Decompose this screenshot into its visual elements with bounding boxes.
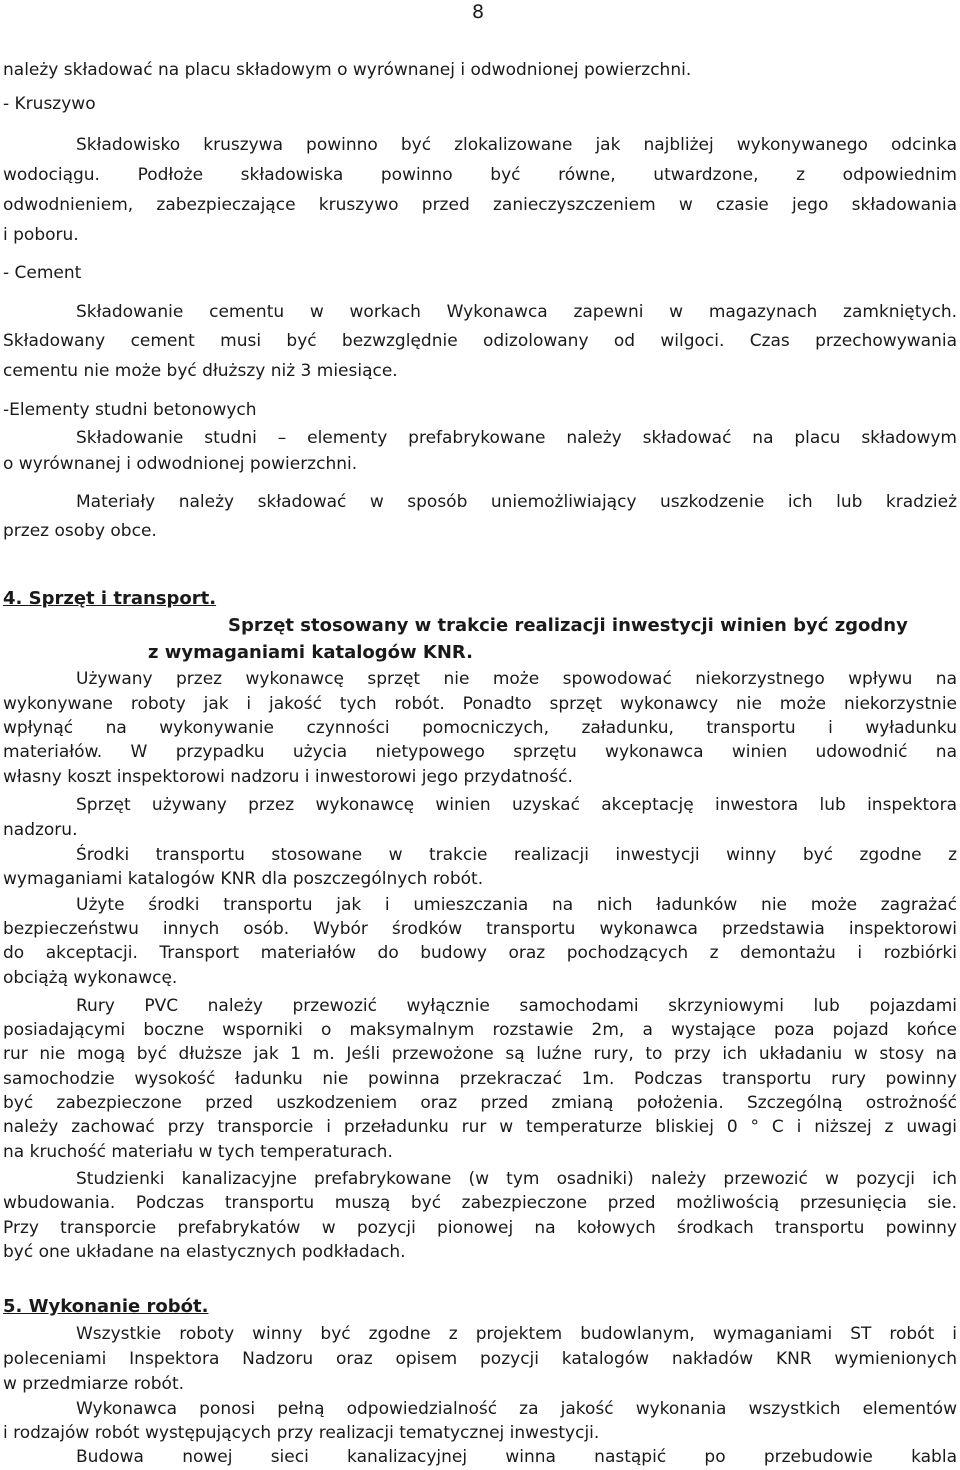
text-line: rur nie mogą być dłuższe jak 1 m. Jeśli przewożone są luźne rury, to przy ich układaniu w stosy na <box>3 1044 957 1064</box>
text-line: należy zachować przy transporcie i przeładunku rur w temperaturze bliskiej 0 ° C i niższej z uwagi <box>3 1117 957 1137</box>
section-heading: - Kruszywo <box>3 94 96 114</box>
text-line: Sprzęt używany przez wykonawcę winien uzyskać akceptację inwestora lub inspektora <box>76 795 957 815</box>
text-line: Wszystkie roboty winny być zgodne z projektem budowlanym, wymaganiami ST robót i <box>76 1324 957 1344</box>
text-line: i rodzajów robót występujących przy realizacji tematycznej inwestycji. <box>3 1423 600 1443</box>
text-line: obciążą wykonawcę. <box>3 968 178 988</box>
text-line: Materiały należy składować w sposób uniemożliwiający uszkodzenie ich lub kradzież <box>76 492 957 512</box>
text-line: posiadającymi boczne wsporniki o maksymalnym rozstawie 2m, a wystające poza pojazd końce <box>3 1020 957 1040</box>
text-line: o wyrównanej i odwodnionej powierzchni. <box>3 454 358 474</box>
bold-statement: z wymaganiami katalogów KNR. <box>148 642 473 663</box>
text-line: w przedmiarze robót. <box>3 1374 185 1394</box>
section-heading: - Cement <box>3 263 82 283</box>
text-line: Użyte środki transportu jak i umieszczania na nich ładunków nie może zagrażać <box>76 895 957 915</box>
text-line: Wykonawca ponosi pełną odpowiedzialność za jakość wykonania wszystkich elementów <box>76 1399 957 1419</box>
text-line: wymaganiami katalogów KNR dla poszczególnych robót. <box>3 869 484 889</box>
text-line: własny koszt inspektorowi nadzoru i inwestorowi jego przydatność. <box>3 767 573 787</box>
text-line: wbudowania. Podczas transportu muszą być zabezpieczone przed możliwością przesunięcia sie. <box>3 1193 957 1213</box>
text-line: być zabezpieczone przed uszkodzeniem oraz przed zmianą położenia. Szczególną ostrożność <box>3 1093 957 1113</box>
chapter-heading: 4. Sprzęt i transport. <box>3 588 217 609</box>
page-number: 8 <box>472 1 485 23</box>
text-line: bezpieczeństwu innych osób. Wybór środków transportu wykonawca przedstawia inspektorowi <box>3 919 957 939</box>
text-line: do akceptacji. Transport materiałów do budowy oraz pochodzących z demontażu i rozbiórki <box>3 943 957 963</box>
bold-statement: Sprzęt stosowany w trakcie realizacji inwestycji winien być zgodny <box>228 615 908 636</box>
text-line: odwodnieniem, zabezpieczające kruszywo przed zanieczyszczeniem w czasie jego składowania <box>3 195 957 215</box>
text-line: Składowanie studni – elementy prefabrykowane należy składować na placu składowym <box>76 428 957 448</box>
chapter-heading: 5. Wykonanie robót. <box>3 1296 209 1317</box>
text-line: należy składować na placu składowym o wyrównanej i odwodnionej powierzchni. <box>3 60 692 80</box>
text-line: materiałów. W przypadku użycia nietypowego sprzętu wykonawca winien udowodnić na <box>3 742 957 762</box>
text-line: Składowany cement musi być bezwzględnie odizolowany od wilgoci. Czas przechowywania <box>3 331 957 351</box>
text-line: Środki transportu stosowane w trakcie realizacji inwestycji winny być zgodne z <box>76 845 957 865</box>
text-line: przez osoby obce. <box>3 521 157 541</box>
text-line: poleceniami Inspektora Nadzoru oraz opisem pozycji katalogów nakładów KNR wymienionych <box>3 1349 957 1369</box>
text-line: na kruchość materiału w tych temperaturach. <box>3 1142 393 1162</box>
text-line: Składowanie cementu w workach Wykonawca zapewni w magazynach zamkniętych. <box>76 302 957 322</box>
text-line: i poboru. <box>3 225 79 245</box>
text-line: wpłynąć na wykonywanie czynności pomocniczych, załadunku, transportu i wyładunku <box>3 718 957 738</box>
text-line: wodociągu. Podłoże składowiska powinno być równe, utwardzone, z odpowiednim <box>3 165 957 185</box>
text-line: cementu nie może być dłuższy niż 3 miesiące. <box>3 361 398 381</box>
text-line: być one układane na elastycznych podkładach. <box>3 1242 406 1262</box>
text-line: Rury PVC należy przewozić wyłącznie samochodami skrzyniowymi lub pojazdami <box>76 996 957 1016</box>
text-line: Studzienki kanalizacyjne prefabrykowane (w tym osadniki) należy przewozić w pozycji ich <box>76 1169 957 1189</box>
text-line: Budowa nowej sieci kanalizacyjnej winna nastąpić po przebudowie kabla <box>76 1447 957 1467</box>
text-line: samochodzie wysokość ładunku nie powinna przekraczać 1m. Podczas transportu rury powinny <box>3 1069 957 1089</box>
text-line: Przy transporcie prefabrykatów w pozycji pionowej na kołowych środkach transportu powinny <box>3 1218 957 1238</box>
text-line: Używany przez wykonawcę sprzęt nie może spowodować niekorzystnego wpływu na <box>76 669 957 689</box>
text-line: Składowisko kruszywa powinno być zlokalizowane jak najbliżej wykonywanego odcinka <box>76 135 957 155</box>
text-line: nadzoru. <box>3 820 78 840</box>
section-heading: -Elementy studni betonowych <box>3 400 257 420</box>
text-line: wykonywane roboty jak i jakość tych robót. Ponadto sprzęt wykonawcy nie może niekorzystnie <box>3 694 957 714</box>
